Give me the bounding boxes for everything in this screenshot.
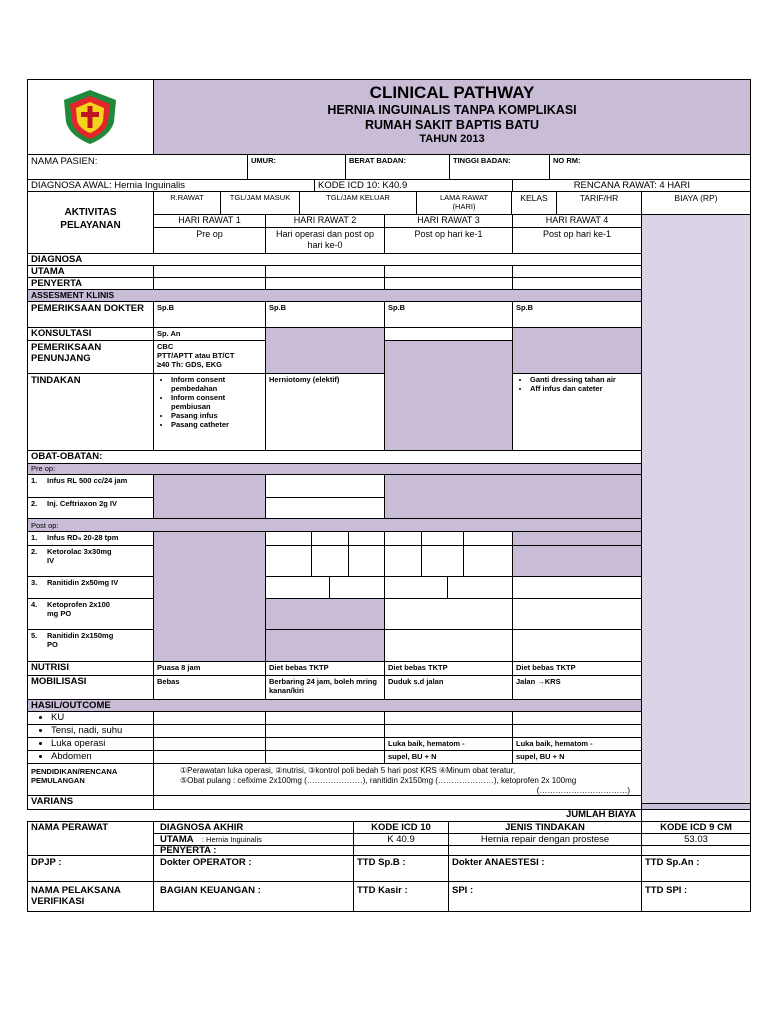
utama-jenis-tindakan: Hernia repair dengan prostese xyxy=(448,833,642,846)
patient-weight-field[interactable]: BERAT BADAN: xyxy=(345,154,450,180)
kode-icd10-header: KODE ICD 10 xyxy=(353,821,449,834)
post-op-3-s4[interactable] xyxy=(447,576,513,599)
penunjang-d3 xyxy=(384,340,513,451)
row-varians: VARIANS xyxy=(27,795,154,810)
pd-d4: Sp.B xyxy=(512,301,642,328)
luka-d3: Luka baik, hematom - xyxy=(384,737,513,751)
post-op-4-d3[interactable] xyxy=(384,598,513,630)
post-op-item-5: 5. Ranitidin 2x150mg PO xyxy=(27,629,154,662)
abdomen-d1[interactable] xyxy=(153,750,266,764)
mobilisasi-d2: Berbaring 24 jam, boleh mring kanan/kiri xyxy=(265,675,385,700)
pd-d1: Sp.B xyxy=(153,301,266,328)
post-op-2-s4[interactable] xyxy=(384,545,422,577)
pre-op-d2-b[interactable] xyxy=(265,497,385,519)
ttd-spi[interactable]: TTD SPI : xyxy=(641,881,751,912)
biaya-column xyxy=(641,214,751,804)
dpjp[interactable]: DPJP : xyxy=(27,855,154,882)
post-op-2-s3[interactable] xyxy=(348,545,385,577)
row-diagnosa: DIAGNOSA xyxy=(27,253,642,266)
row-utama: UTAMA xyxy=(27,265,154,278)
ttd-span[interactable]: TTD Sp.An : xyxy=(641,855,751,882)
post-op-3-s1[interactable] xyxy=(265,576,330,599)
pre-op-d1 xyxy=(153,474,266,519)
row-assesment-klinis: ASSESMENT KLINIS xyxy=(27,289,642,302)
konsultasi-d3[interactable] xyxy=(384,327,513,341)
col-kelas: KELAS xyxy=(511,191,557,215)
tensi-d4[interactable] xyxy=(512,724,642,738)
penyerta-final: PENYERTA : xyxy=(153,845,354,856)
post-op-item-1: 1. Infus RD₅ 20-28 tpm xyxy=(27,531,154,546)
abdomen-d4: supel, BU + N xyxy=(512,750,642,764)
pd-d3: Sp.B xyxy=(384,301,513,328)
day-2-header: HARI RAWAT 2 xyxy=(265,214,385,228)
spi[interactable]: SPI : xyxy=(448,881,642,912)
jumlah-biaya-label: JUMLAH BIAYA xyxy=(565,809,636,820)
abdomen-d2[interactable] xyxy=(265,750,385,764)
pre-op-d34 xyxy=(384,474,642,519)
row-penyerta: PENYERTA xyxy=(27,277,154,290)
diagnosa-awal: DIAGNOSA AWAL: Hernia Inguinalis xyxy=(27,179,315,192)
post-op-3-s3[interactable] xyxy=(384,576,448,599)
pre-op-label: Pre op: xyxy=(27,463,642,475)
dokter-operator[interactable]: Dokter OPERATOR : xyxy=(153,855,354,882)
post-op-item-2: 2. Ketorolac 3x30mg IV xyxy=(27,545,154,577)
ku-d2[interactable] xyxy=(265,711,385,725)
patient-age-field[interactable]: UMUR: xyxy=(247,154,346,180)
form-title: CLINICAL PATHWAY xyxy=(369,83,535,102)
bagian-keuangan[interactable]: BAGIAN KEUANGAN : xyxy=(153,881,354,912)
nama-perawat: NAMA PERAWAT xyxy=(27,821,154,856)
pre-op-item-2: 2. Inj. Ceftriaxon 2g IV xyxy=(27,497,154,519)
row-tensi: • Tensi, nadi, suhu xyxy=(27,724,154,738)
utama-final: UTAMA : Hernia Inguinalis xyxy=(153,833,354,846)
nutrisi-d2: Diet bebas TKTP xyxy=(265,661,385,676)
nama-pelaksana-verifikasi[interactable]: NAMA PELAKSANA VERIFIKASI xyxy=(27,881,154,912)
tensi-d3[interactable] xyxy=(384,724,513,738)
kode-icd-awal: KODE ICD 10: K40.9 xyxy=(314,179,513,192)
form-subtitle-3: TAHUN 2013 xyxy=(419,133,485,145)
row-obat-obatan: OBAT-OBATAN: xyxy=(27,450,642,464)
post-op-1-s4[interactable] xyxy=(384,531,422,546)
post-op-2-s6[interactable] xyxy=(463,545,513,577)
konsultasi-d4 xyxy=(512,327,642,374)
diagnosa-akhir: DIAGNOSA AKHIR xyxy=(153,821,354,834)
post-op-1-s3[interactable] xyxy=(348,531,385,546)
row-luka-operasi: • Luka operasi xyxy=(27,737,154,751)
patient-rm-field[interactable]: NO RM: xyxy=(549,154,751,180)
post-op-5-d3[interactable] xyxy=(384,629,513,662)
aktivitas-pelayanan: AKTIVITAS PELAYANAN xyxy=(27,191,154,254)
ttd-kasir[interactable]: TTD Kasir : xyxy=(353,881,449,912)
day-2-desc: Hari operasi dan post op hari ke-0 xyxy=(265,227,385,254)
tensi-d2[interactable] xyxy=(265,724,385,738)
ku-d1[interactable] xyxy=(153,711,266,725)
row-pemeriksaan-dokter: PEMERIKSAAN DOKTER xyxy=(27,301,154,328)
day-3-desc: Post op hari ke-1 xyxy=(384,227,513,254)
mobilisasi-d1: Bebas xyxy=(153,675,266,700)
konsultasi-d1: Sp. An xyxy=(153,327,266,341)
row-konsultasi: KONSULTASI xyxy=(27,327,154,341)
post-op-1-s1[interactable] xyxy=(265,531,312,546)
tensi-d1[interactable] xyxy=(153,724,266,738)
konsultasi-d2 xyxy=(265,327,385,374)
utama-kode-icd9: 53.03 xyxy=(641,833,751,846)
penunjang-d1: CBC PTT/APTT atau BT/CT ≥40 Th: GDS, EKG xyxy=(153,340,266,374)
patient-name-field[interactable]: NAMA PASIEN: xyxy=(27,154,248,180)
post-op-1-s5[interactable] xyxy=(421,531,464,546)
col-biaya: BIAYA (RP) xyxy=(641,191,751,215)
post-op-2-s2[interactable] xyxy=(311,545,349,577)
post-op-2-s1[interactable] xyxy=(265,545,312,577)
day-1-header: HARI RAWAT 1 xyxy=(153,214,266,228)
post-op-3-s5[interactable] xyxy=(512,576,642,599)
header-title-block xyxy=(153,79,751,155)
kode-icd9-header: KODE ICD 9 CM xyxy=(641,821,751,834)
post-op-5-d4[interactable] xyxy=(512,629,642,662)
shield-cross-icon xyxy=(60,88,120,146)
form-subtitle-1: HERNIA INGUINALIS TANPA KOMPLIKASI xyxy=(327,103,577,117)
col-tarif: TARIF/HR xyxy=(556,191,642,215)
dokter-anestesi[interactable]: Dokter ANAESTESI : xyxy=(448,855,642,882)
nutrisi-d1: Puasa 8 jam xyxy=(153,661,266,676)
pd-d2: Sp.B xyxy=(265,301,385,328)
logo-cell xyxy=(27,79,154,155)
day-3-header: HARI RAWAT 3 xyxy=(384,214,513,228)
post-op-2-d4 xyxy=(512,545,642,577)
row-abdomen: • Abdomen xyxy=(27,750,154,764)
varians-content[interactable] xyxy=(153,795,642,810)
day-1-desc: Pre op xyxy=(153,227,266,254)
luka-d4: Luka baik, hematom - xyxy=(512,737,642,751)
row-pemeriksaan-penunjang: PEMERIKSAAN PENUNJANG xyxy=(27,340,154,374)
post-op-1-s6[interactable] xyxy=(463,531,513,546)
luka-d2[interactable] xyxy=(265,737,385,751)
form-subtitle-2: RUMAH SAKIT BAPTIS BATU xyxy=(364,118,540,132)
col-lama-rawat: LAMA RAWAT (HARI) xyxy=(416,191,512,215)
nutrisi-d4: Diet bebas TKTP xyxy=(512,661,642,676)
rencana-rawat: RENCANA RAWAT: 4 HARI xyxy=(512,179,751,192)
day-4-desc: Post op hari ke-1 xyxy=(512,227,642,254)
post-op-5-d2 xyxy=(265,629,385,662)
post-op-item-4: 4. Ketoprofen 2x100 mg PO xyxy=(27,598,154,630)
col-tgl-masuk: TGL/JAM MASUK xyxy=(220,191,300,215)
row-mobilisasi: MOBILISASI xyxy=(27,675,154,700)
tindakan-d4: • Ganti dressing tahan air • Aff infus dan cateter xyxy=(512,373,642,451)
post-op-4-d2 xyxy=(265,598,385,630)
utama-kode-icd10: K 40.9 xyxy=(353,833,449,846)
luka-d1[interactable] xyxy=(153,737,266,751)
col-tgl-keluar: TGL/JAM KELUAR xyxy=(299,191,417,215)
patient-height-field[interactable]: TINGGI BADAN: xyxy=(449,154,550,180)
tindakan-d2: Herniotomy (elektif) xyxy=(265,373,385,451)
pre-op-item-1: 1. Infus RL 500 cc/24 jam xyxy=(27,474,154,498)
post-op-d1 xyxy=(153,531,266,662)
row-ku: • KU xyxy=(27,711,154,725)
mobilisasi-d3: Duduk s.d jalan xyxy=(384,675,513,700)
nutrisi-d3: Diet bebas TKTP xyxy=(384,661,513,676)
mobilisasi-d4: Jalan →KRS xyxy=(512,675,642,700)
jenis-tindakan-header: JENIS TINDAKAN xyxy=(448,821,642,834)
post-op-4-d4[interactable] xyxy=(512,598,642,630)
row-tindakan: TINDAKAN xyxy=(27,373,154,451)
col-r-rawat: R.RAWAT xyxy=(153,191,221,215)
ku-d4[interactable] xyxy=(512,711,642,725)
ttd-spb[interactable]: TTD Sp.B : xyxy=(353,855,449,882)
row-nutrisi: NUTRISI xyxy=(27,661,154,676)
row-pendidikan: PENDIDIKAN/RENCANA PEMULANGAN xyxy=(27,763,154,796)
pre-op-d2-a[interactable] xyxy=(265,474,385,498)
post-op-label: Post op: xyxy=(27,518,642,532)
abdomen-d3: supel, BU + N xyxy=(384,750,513,764)
row-hasil-outcome: HASIL/OUTCOME xyxy=(27,699,642,712)
post-op-1-s2[interactable] xyxy=(311,531,349,546)
post-op-2-s5[interactable] xyxy=(421,545,464,577)
ku-d3[interactable] xyxy=(384,711,513,725)
post-op-3-s2[interactable] xyxy=(329,576,385,599)
tindakan-d1: • Inform consent pembedahan • Inform consent pembiusan • Pasang infus • Pasang catheter xyxy=(153,373,266,451)
day-4-header: HARI RAWAT 4 xyxy=(512,214,642,228)
pendidikan-content: ①Perawatan luka operasi, ②nutrisi, ③kontrol poli bedah 5 hari post KRS ④Minum obat teratur, ⑤Obat pulang : cefixime 2x100mg (…………………), ranitidin 2x150mg (…………………), ketoprofen 2x 100mg (……………………………) xyxy=(153,763,642,796)
post-op-1-d4 xyxy=(512,531,642,546)
post-op-item-3: 3. Ranitidin 2x50mg IV xyxy=(27,576,154,599)
